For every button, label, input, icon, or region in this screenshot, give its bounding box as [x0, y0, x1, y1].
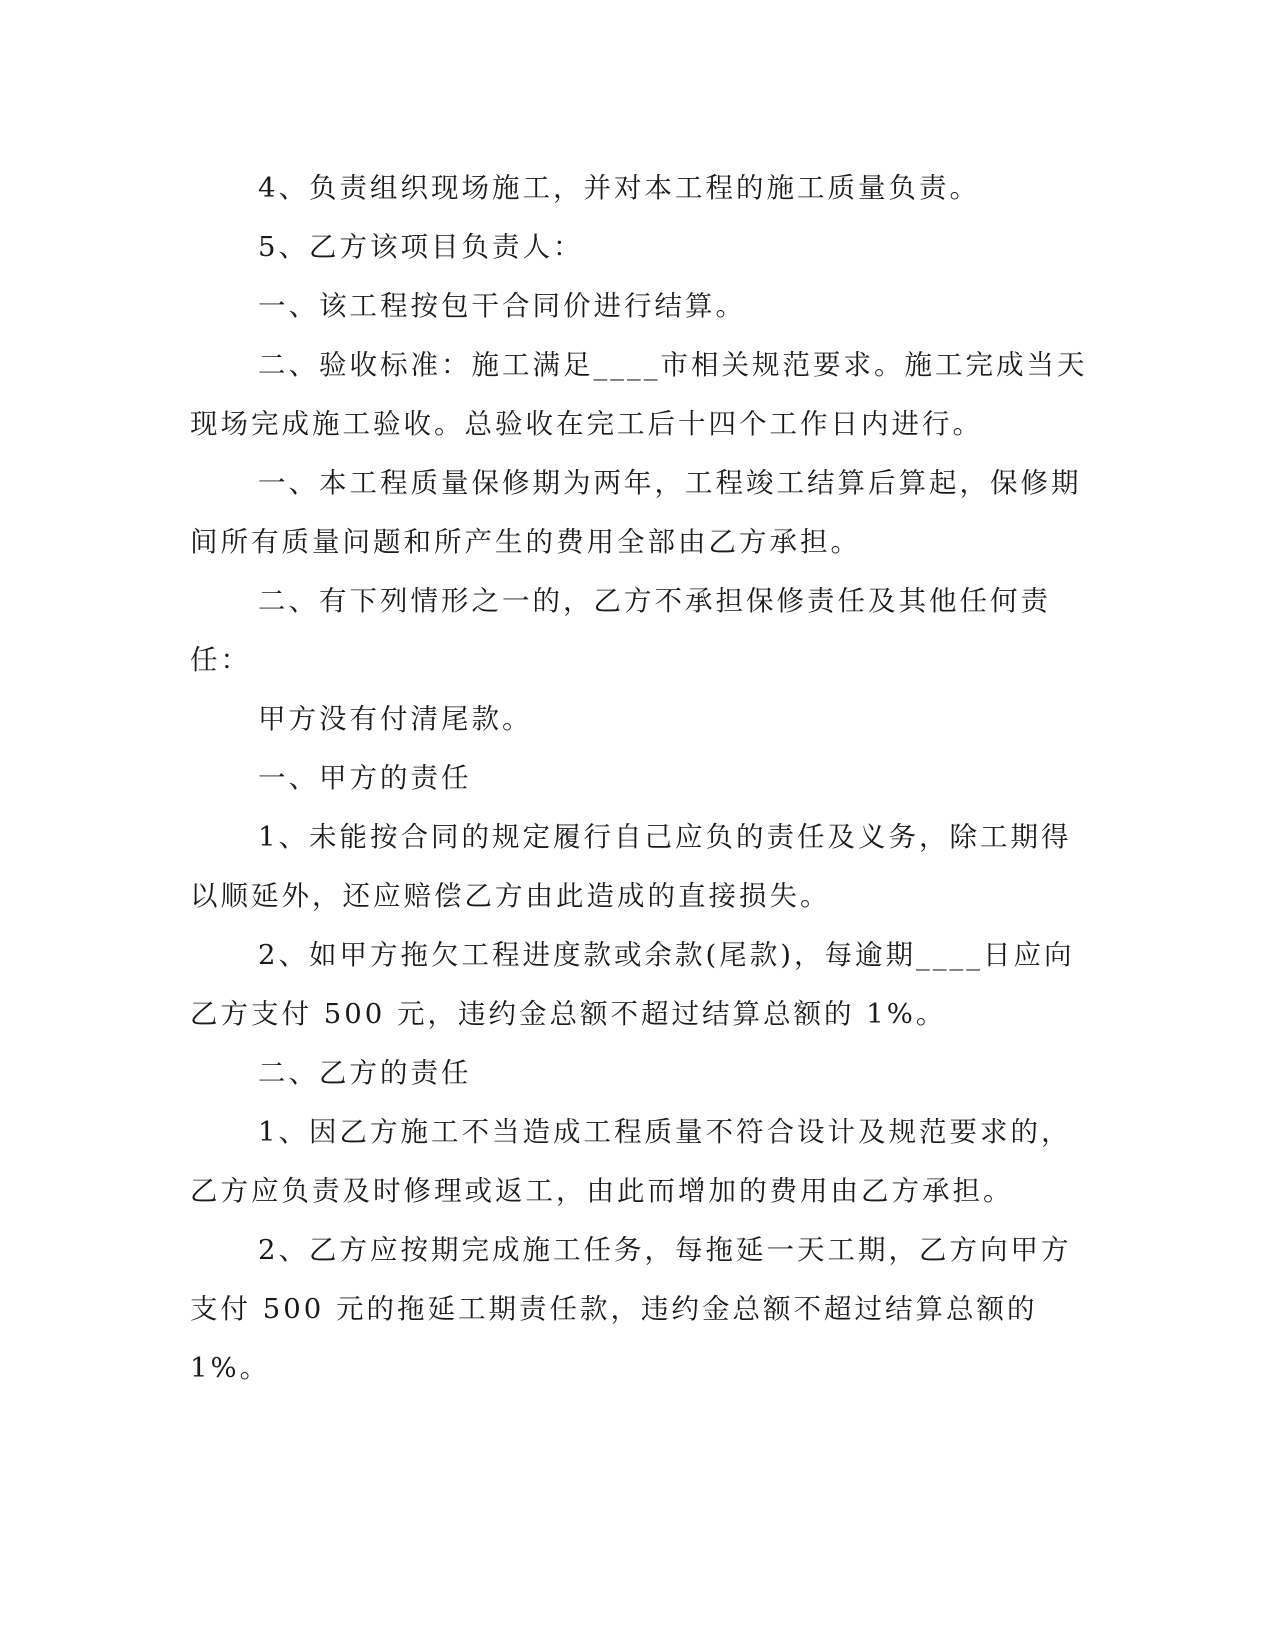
paragraph-clause-5: 5、乙方该项目负责人：	[258, 231, 584, 263]
paragraph-unpaid-balance: 甲方没有付清尾款。	[258, 703, 533, 735]
heading-party-b-liability: 二、乙方的责任	[258, 1057, 472, 1089]
paragraph-acceptance-standard: 二、验收标准：施工满足____市相关规范要求。施工完成当天现场完成施工验收。总验收在完工后十四个工作日内进行。	[190, 349, 1088, 440]
paragraph-warranty-period: 一、本工程质量保修期为两年，工程竣工结算后算起，保修期间所有质量问题和所产生的费用全部由乙方承担。	[190, 467, 1082, 558]
heading-party-a-liability: 一、甲方的责任	[258, 762, 472, 794]
document-body	[190, 159, 1090, 1398]
paragraph-party-b-item-2: 2、乙方应按期完成施工任务，每拖延一天工期，乙方向甲方支付 500 元的拖延工期责任款，违约金总额不超过结算总额的 1%。	[190, 1234, 1072, 1384]
paragraph-clause-4: 4、负责组织现场施工，并对本工程的施工质量负责。	[258, 172, 980, 204]
paragraph-warranty-exemption: 二、有下列情形之一的，乙方不承担保修责任及其他任何责任：	[190, 585, 1051, 676]
paragraph-party-b-item-1: 1、因乙方施工不当造成工程质量不符合设计及规范要求的，乙方应负责及时修理或返工，由此而增加的费用由乙方承担。	[190, 1116, 1072, 1207]
paragraph-party-a-item-2: 2、如甲方拖欠工程进度款或余款(尾款)，每逾期____日应向乙方支付 500 元，违约金总额不超过结算总额的 1%。	[190, 939, 1075, 1030]
paragraph-party-a-item-1: 1、未能按合同的规定履行自己应负的责任及义务，除工期得以顺延外，还应赔偿乙方由此造成的直接损失。	[190, 821, 1072, 912]
paragraph-settlement: 一、该工程按包干合同价进行结算。	[258, 290, 746, 322]
